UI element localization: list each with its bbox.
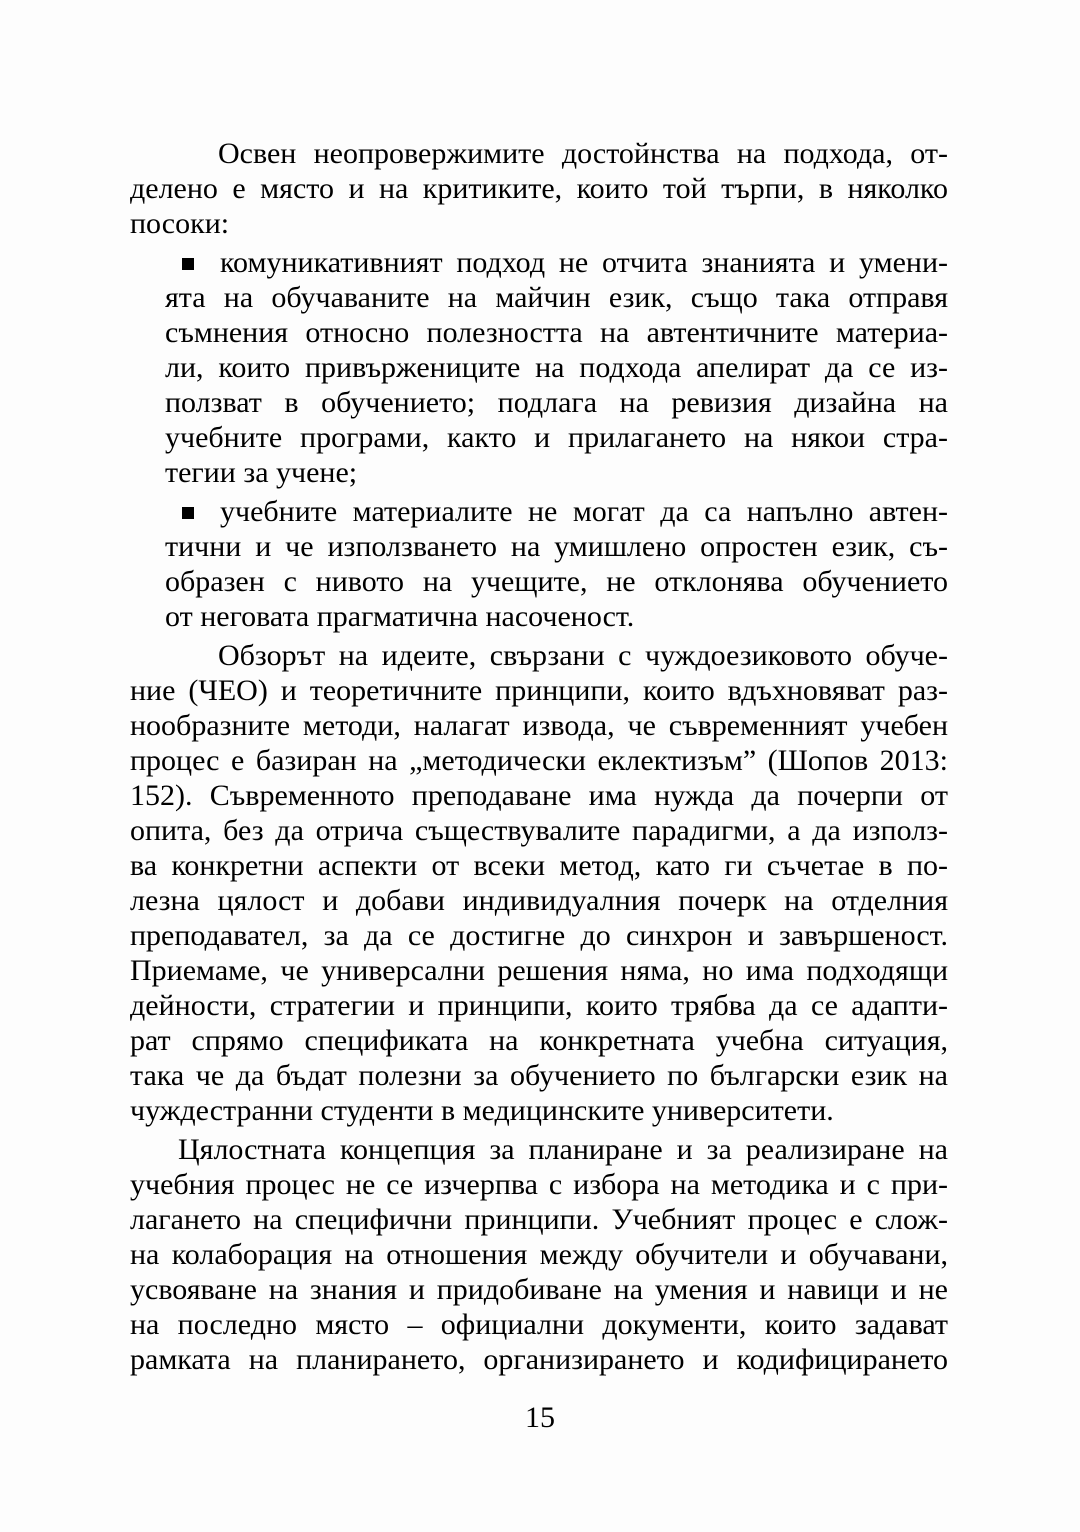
text-line: лезна цялост и добави индивидуалния почерк на отделния (130, 884, 948, 917)
text-line: ползват в обучението; подлага на ревизия дизайна на (165, 386, 948, 419)
text-line: опита, без да отрича съществувалите парадигми, а да използ- (130, 814, 948, 847)
bullet-square-icon (182, 258, 194, 270)
text-line: тични и че използването на умишлено опростен език, съ- (165, 530, 948, 563)
text-line: чуждестранни студенти в медицинските университети. (130, 1094, 834, 1127)
text-line: на последно място – официални документи, които задават (130, 1308, 948, 1341)
text-line: рамката на планирането, организирането и кодифицирането (130, 1343, 948, 1376)
text-line: съмнения относно полезността на автентичните материа- (165, 316, 948, 349)
text-line: посоки: (130, 207, 230, 240)
text-line: така че да бъдат полезни за обучението по български език на (130, 1059, 948, 1092)
text-line: 152). Съвременното преподаване има нужда да почерпи от (130, 779, 948, 812)
bullet-item-communicative-approach (130, 245, 948, 490)
bullet-item-learning-materials (130, 494, 948, 634)
text-line: учебните материалите не могат да са напълно автен- (165, 494, 948, 529)
text-line: лагането на специфични принципи. Учебният процес е слож- (130, 1203, 948, 1236)
page-number: 15 (525, 1401, 555, 1434)
text-line: учебните програми, както и прилагането на някои стра- (165, 421, 948, 454)
paragraph-intro (130, 136, 948, 241)
text-line: Обзорът на идеите, свързани с чуждоезиковото обуче- (218, 639, 948, 672)
text-line: ва конкретни аспекти от всеки метод, като ги съчетае в по- (130, 849, 948, 882)
paragraph-overview (130, 638, 948, 1128)
text-line: делено е място и на критиките, които той търпи, в няколко (130, 172, 948, 205)
text-line: комуникативният подход не отчита знанията и умени- (165, 245, 948, 280)
text-line: ние (ЧЕО) и теоретичните принципи, които вдъхновяват раз- (130, 674, 948, 707)
paragraph-concept (130, 1132, 948, 1377)
text-line: тегии за учене; (165, 456, 358, 489)
text-line: процес е базиран на „методически еклектизъм” (Шопов 2013: (130, 744, 948, 777)
text-line: учебния процес не се изчерпва с избора на методика и с при- (130, 1168, 948, 1201)
text-line: преподавател, за да се достигне до синхрон и завършеност. (130, 919, 948, 952)
text-line: от неговата прагматична насоченост. (165, 600, 635, 633)
text-line: рат спрямо спецификата на конкретната учебна ситуация, (130, 1024, 948, 1057)
text-line: нообразните методи, налагат извода, че съвременният учебен (130, 709, 948, 742)
text-line: Цялостната концепция за планиране и за реализиране на (178, 1133, 948, 1166)
text-line: Освен неопровержимите достойнства на подхода, от- (218, 137, 948, 170)
text-line: Приемаме, че универсални решения няма, но има подходящи (130, 954, 948, 987)
text-line: образен с нивото на учещите, не отклонява обучението (165, 565, 948, 598)
text-line: на колаборация на отношения между обучители и обучавани, (130, 1238, 948, 1271)
text-line: ята на обучаваните на майчин език, също така отправя (165, 281, 948, 314)
text-block (130, 136, 948, 1377)
text-line: дейности, стратегии и принципи, които трябва да се адапти- (130, 989, 948, 1022)
text-line: ли, които привържениците на подхода апелират да се из- (165, 351, 948, 384)
bullet-square-icon (182, 507, 194, 519)
text-line: усвояване на знания и придобиване на умения и навици и не (130, 1273, 948, 1306)
